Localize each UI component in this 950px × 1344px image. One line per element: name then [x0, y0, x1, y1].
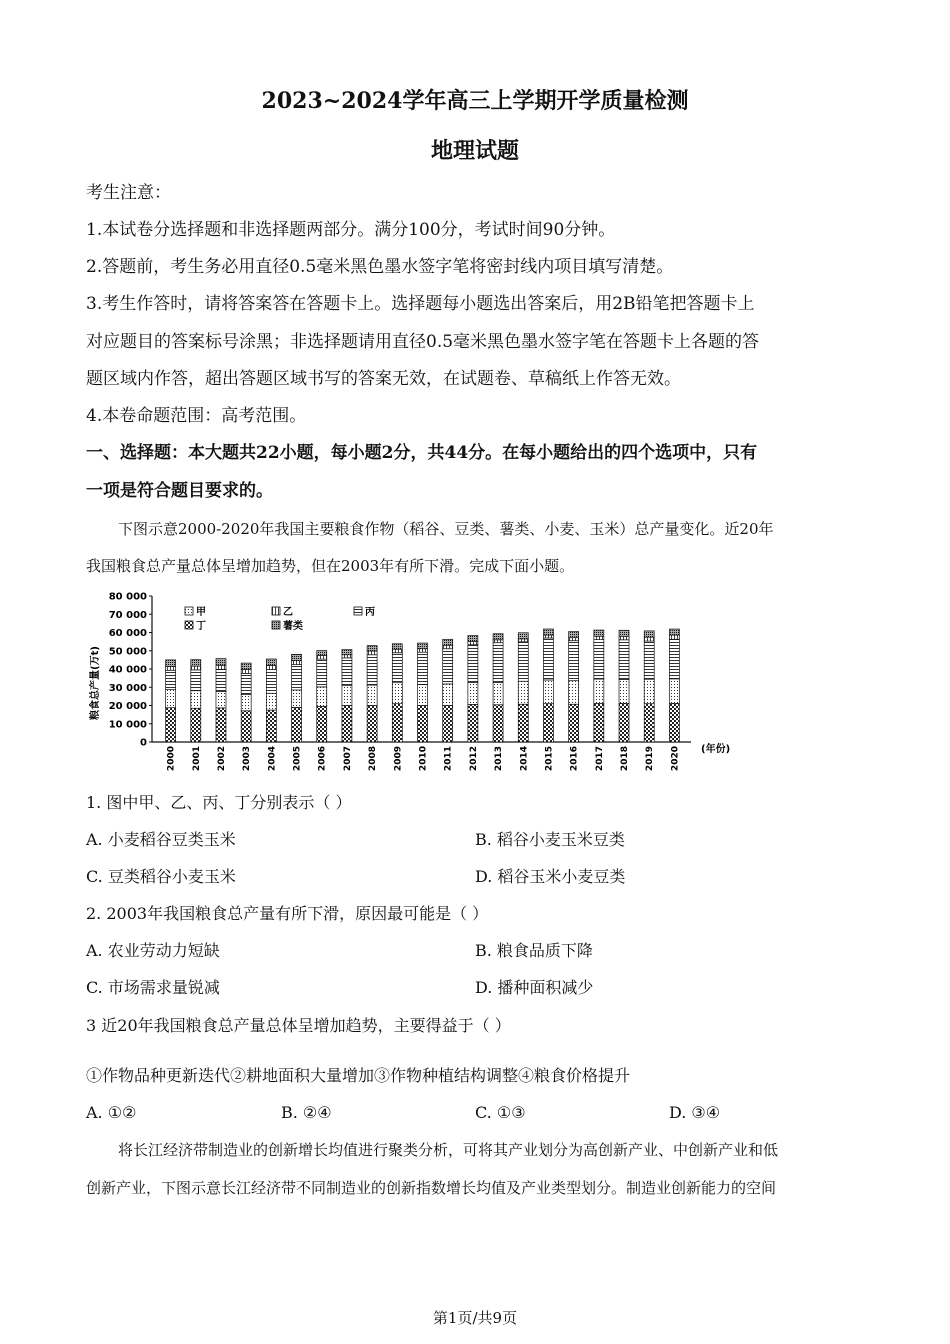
- bar-segment-丁-2014: [518, 704, 528, 742]
- bar-segment-丙-2004: [266, 670, 276, 694]
- bar-segment-甲-2003: [241, 695, 251, 711]
- note-3b: 对应题目的答案标号涂黑；非选择题请用直径0.5毫米黑色墨水签字笔在答题卡上各题的答: [86, 332, 760, 352]
- bar-segment-丙-2014: [518, 642, 528, 681]
- bar-segment-丁-2011: [443, 705, 453, 742]
- bar-segment-丁-2003: [241, 711, 251, 742]
- passage2-line2: 创新产业，下图示意长江经济带不同制造业的创新指数增长均值及产业类型划分。制造业创新能力的空间: [86, 1179, 777, 1197]
- bar-segment-甲-2017: [594, 679, 604, 703]
- bar-segment-丁-2006: [317, 706, 327, 742]
- y-tick-label: 40 000: [108, 664, 147, 676]
- bar-segment-薯类-2006: [317, 651, 327, 656]
- x-tick-label: 2002: [216, 746, 227, 772]
- x-tick-label: 2013: [494, 746, 505, 772]
- bar-segment-丙-2015: [543, 638, 553, 680]
- bar-segment-丁-2019: [644, 704, 654, 742]
- bar-segment-薯类-2017: [594, 630, 604, 636]
- x-tick-label: 2011: [443, 746, 454, 772]
- legend-swatch-丁: [185, 621, 193, 629]
- page-footer: 第1页/共9页: [432, 1309, 518, 1327]
- bar-segment-丙-2019: [644, 641, 654, 679]
- bar-segment-乙-2018: [619, 636, 629, 640]
- bar-segment-薯类-2011: [443, 639, 453, 645]
- y-tick-label: 70 000: [108, 609, 147, 621]
- x-tick-label: 2010: [418, 746, 429, 772]
- x-tick-label: 2007: [342, 746, 353, 772]
- note-3c: 题区域内作答，超出答题区域书写的答案无效，在试题卷、草稿纸上作答无效。: [86, 369, 681, 389]
- x-tick-label: 2003: [242, 746, 253, 772]
- x-tick-label: 2019: [645, 746, 656, 772]
- bar-segment-薯类-2020: [669, 629, 679, 635]
- bar-segment-甲-2016: [569, 681, 579, 705]
- bar-segment-甲-2008: [367, 685, 377, 705]
- bar-segment-薯类-2003: [241, 663, 251, 669]
- bar-segment-乙-2001: [191, 666, 201, 670]
- bar-segment-丁-2016: [569, 704, 579, 742]
- y-axis-label: 粮食总产量(万t): [90, 646, 101, 720]
- legend-swatch-丙: [354, 607, 362, 615]
- bar-segment-丁-2009: [392, 704, 402, 742]
- section1-line1: 一、选择题：本大题共22小题，每小题2分，共44分。在每小题给出的四个选项中，只有: [86, 443, 758, 463]
- bar-segment-乙-2011: [443, 645, 453, 648]
- bar-segment-甲-2020: [669, 679, 679, 703]
- q3-choices: ①作物品种更新迭代②耕地面积大量增加③作物种植结构调整④粮食价格提升: [86, 1066, 631, 1085]
- y-tick-label: 30 000: [108, 682, 147, 694]
- q1-option-b[interactable]: B. 稻谷小麦玉米豆类: [475, 830, 625, 849]
- legend-label-丙: 丙: [365, 607, 375, 618]
- y-tick-label: 0: [140, 737, 147, 749]
- bar-segment-丙-2007: [342, 658, 352, 686]
- bar-segment-丁-2015: [543, 704, 553, 742]
- q1-option-d[interactable]: D. 稻谷玉米小麦豆类: [475, 867, 626, 886]
- x-axis-label: (年份): [701, 744, 731, 755]
- bar-segment-丙-2020: [669, 639, 679, 679]
- legend-label-丁: 丁: [196, 621, 206, 632]
- bar-segment-丁-2004: [266, 710, 276, 742]
- bar-segment-乙-2020: [669, 635, 679, 639]
- bar-segment-丁-2005: [292, 707, 302, 742]
- q2-option-d[interactable]: D. 播种面积减少: [475, 978, 594, 997]
- x-tick-label: 2008: [368, 746, 379, 772]
- x-tick-label: 2014: [519, 746, 530, 772]
- bar-segment-甲-2015: [543, 680, 553, 704]
- bar-segment-乙-2009: [392, 649, 402, 653]
- y-tick-label: 10 000: [108, 719, 147, 731]
- bar-segment-薯类-2007: [342, 650, 352, 655]
- q1-stem: 1. 图中甲、乙、丙、丁分别表示（ ）: [86, 793, 352, 812]
- bar-segment-薯类-2016: [569, 632, 579, 638]
- x-tick-label: 2017: [594, 746, 605, 772]
- x-tick-label: 2020: [670, 746, 681, 772]
- bar-segment-丁-2017: [594, 703, 604, 742]
- bar-segment-甲-2006: [317, 687, 327, 707]
- bar-segment-薯类-2005: [292, 654, 302, 660]
- q1-option-a[interactable]: A. 小麦稻谷豆类玉米: [86, 830, 236, 849]
- x-tick-label: 2016: [569, 746, 580, 772]
- note-2: 2.答题前，考生务必用直径0.5毫米黑色墨水签字笔将密封线内项目填写清楚。: [86, 257, 674, 277]
- bar-segment-丁-2001: [191, 708, 201, 742]
- bar-segment-乙-2017: [594, 636, 604, 639]
- legend-label-乙: 乙: [283, 607, 293, 618]
- bar-segment-丙-2009: [392, 653, 402, 683]
- grain-production-chart: [86, 588, 731, 778]
- x-tick-label: 2006: [317, 746, 328, 772]
- bar-segment-薯类-2010: [418, 643, 428, 649]
- passage2-line1: 将长江经济带制造业的创新增长均值进行聚类分析，可将其产业划分为高创新产业、中创新产业和低: [118, 1141, 779, 1159]
- bar-segment-丙-2008: [367, 655, 377, 685]
- q3-stem: 3 近20年我国粮食总产量总体呈增加趋势，主要得益于（ ）: [86, 1016, 511, 1035]
- bar-segment-乙-2010: [418, 649, 428, 652]
- bar-segment-薯类-2019: [644, 631, 654, 637]
- q1-option-c[interactable]: C. 豆类稻谷小麦玉米: [86, 867, 236, 886]
- q3-option-a[interactable]: A. ①②: [86, 1103, 137, 1122]
- legend-swatch-薯类: [272, 621, 280, 629]
- bar-segment-丙-2003: [241, 673, 251, 694]
- bar-segment-丙-2005: [292, 665, 302, 690]
- bar-segment-甲-2014: [518, 681, 528, 704]
- bar-segment-薯类-2009: [392, 644, 402, 649]
- q3-option-d[interactable]: D. ③④: [669, 1103, 721, 1122]
- bar-segment-甲-2004: [266, 693, 276, 710]
- x-tick-label: 2018: [620, 746, 631, 772]
- q3-option-b[interactable]: B. ②④: [281, 1103, 332, 1122]
- bar-segment-丙-2000: [166, 670, 176, 689]
- bar-segment-甲-2000: [166, 690, 176, 708]
- bar-segment-丙-2011: [443, 649, 453, 684]
- bar-segment-丙-2006: [317, 659, 327, 687]
- q3-option-c[interactable]: C. ①③: [475, 1103, 526, 1122]
- exam-title: 2023~2024学年高三上学期开学质量检测: [261, 88, 689, 114]
- bar-segment-薯类-2001: [191, 660, 201, 666]
- x-tick-label: 2004: [267, 746, 278, 772]
- subject-title: 地理试题: [430, 138, 519, 164]
- y-tick-label: 80 000: [108, 591, 147, 603]
- section1-line2: 一项是符合题目要求的。: [86, 481, 273, 501]
- legend-label-薯类: 薯类: [283, 621, 303, 632]
- bar-segment-乙-2002: [216, 665, 226, 669]
- bar-segment-丁-2020: [669, 703, 679, 742]
- y-tick-label: 60 000: [108, 628, 147, 639]
- bar-segment-甲-2011: [443, 684, 453, 705]
- y-tick-label: 50 000: [108, 646, 147, 658]
- passage1-line1: 下图示意2000-2020年我国主要粮食作物（稻谷、豆类、薯类、小麦、玉米）总产量变化。近20年: [118, 520, 774, 538]
- bar-segment-丙-2018: [619, 640, 629, 680]
- bar-segment-丙-2012: [468, 645, 478, 683]
- x-tick-label: 2015: [544, 746, 555, 772]
- bar-segment-丙-2002: [216, 669, 226, 691]
- bar-segment-乙-2003: [241, 669, 251, 673]
- bar-segment-乙-2013: [493, 640, 503, 643]
- legend-label-甲: 甲: [196, 607, 206, 618]
- bar-segment-丙-2017: [594, 640, 604, 679]
- bar-segment-薯类-2004: [266, 659, 276, 665]
- bar-segment-丙-2016: [569, 641, 579, 681]
- bar-segment-丁-2018: [619, 703, 629, 742]
- y-tick-label: 20 000: [108, 701, 147, 712]
- bar-segment-丙-2001: [191, 670, 201, 691]
- bar-segment-乙-2004: [266, 665, 276, 669]
- passage1-line2: 我国粮食总产量总体呈增加趋势，但在2003年有所下滑。完成下面小题。: [86, 557, 575, 575]
- x-tick-label: 2009: [393, 746, 404, 772]
- bar-segment-薯类-2018: [619, 630, 629, 636]
- bar-segment-乙-2015: [543, 635, 553, 638]
- bar-segment-甲-2005: [292, 690, 302, 707]
- bar-segment-乙-2005: [292, 661, 302, 665]
- bar-segment-薯类-2000: [166, 660, 176, 667]
- bar-segment-丁-2002: [216, 708, 226, 742]
- bar-segment-丁-2010: [418, 706, 428, 743]
- q2-option-c[interactable]: C. 市场需求量锐减: [86, 978, 220, 997]
- bar-segment-乙-2007: [342, 655, 352, 658]
- bar-segment-薯类-2015: [543, 629, 553, 635]
- bar-segment-丁-2012: [468, 704, 478, 742]
- x-tick-label: 2005: [292, 746, 303, 772]
- note-4: 4.本卷命题范围：高考范围。: [86, 406, 307, 426]
- note-3a: 3.考生作答时，请将答案答在答题卡上。选择题每小题选出答案后，用2B铅笔把答题卡上: [86, 294, 755, 314]
- bar-segment-丁-2000: [166, 708, 176, 742]
- x-tick-label: 2001: [191, 746, 202, 772]
- notes-heading: 考生注意：: [86, 183, 171, 203]
- q2-option-b[interactable]: B. 粮食品质下降: [475, 941, 593, 960]
- bar-segment-甲-2002: [216, 691, 226, 707]
- bar-segment-薯类-2002: [216, 659, 226, 666]
- bar-segment-薯类-2012: [468, 636, 478, 642]
- bar-segment-乙-2008: [367, 651, 377, 655]
- bar-segment-乙-2012: [468, 642, 478, 645]
- bar-segment-乙-2006: [317, 655, 327, 659]
- bar-segment-丁-2008: [367, 706, 377, 743]
- bar-segment-丙-2010: [418, 652, 428, 684]
- bar-segment-甲-2019: [644, 679, 654, 703]
- bar-segment-甲-2009: [392, 683, 402, 704]
- bar-segment-丙-2013: [493, 643, 503, 683]
- bar-segment-乙-2016: [569, 638, 579, 641]
- legend-swatch-甲: [185, 607, 193, 615]
- bar-segment-甲-2018: [619, 679, 629, 703]
- q2-stem: 2. 2003年我国粮食总产量有所下滑，原因最可能是（ ）: [86, 904, 489, 923]
- bar-segment-薯类-2008: [367, 646, 377, 651]
- legend-swatch-乙: [272, 607, 280, 615]
- bar-segment-丁-2007: [342, 706, 352, 743]
- bar-segment-甲-2001: [191, 691, 201, 709]
- bar-segment-甲-2013: [493, 683, 503, 705]
- bar-segment-乙-2019: [644, 637, 654, 641]
- bar-segment-甲-2007: [342, 686, 352, 706]
- x-tick-label: 2000: [166, 746, 177, 772]
- bar-segment-薯类-2014: [518, 633, 528, 639]
- bar-segment-薯类-2013: [493, 634, 503, 640]
- bar-segment-甲-2010: [418, 685, 428, 706]
- bar-segment-乙-2014: [518, 639, 528, 642]
- x-tick-label: 2012: [468, 746, 479, 772]
- note-1: 1.本试卷分选择题和非选择题两部分。满分100分，考试时间90分钟。: [86, 220, 616, 240]
- q2-option-a[interactable]: A. 农业劳动力短缺: [86, 941, 220, 960]
- bar-segment-甲-2012: [468, 682, 478, 704]
- bar-segment-丁-2013: [493, 705, 503, 742]
- bar-segment-乙-2000: [166, 667, 176, 671]
